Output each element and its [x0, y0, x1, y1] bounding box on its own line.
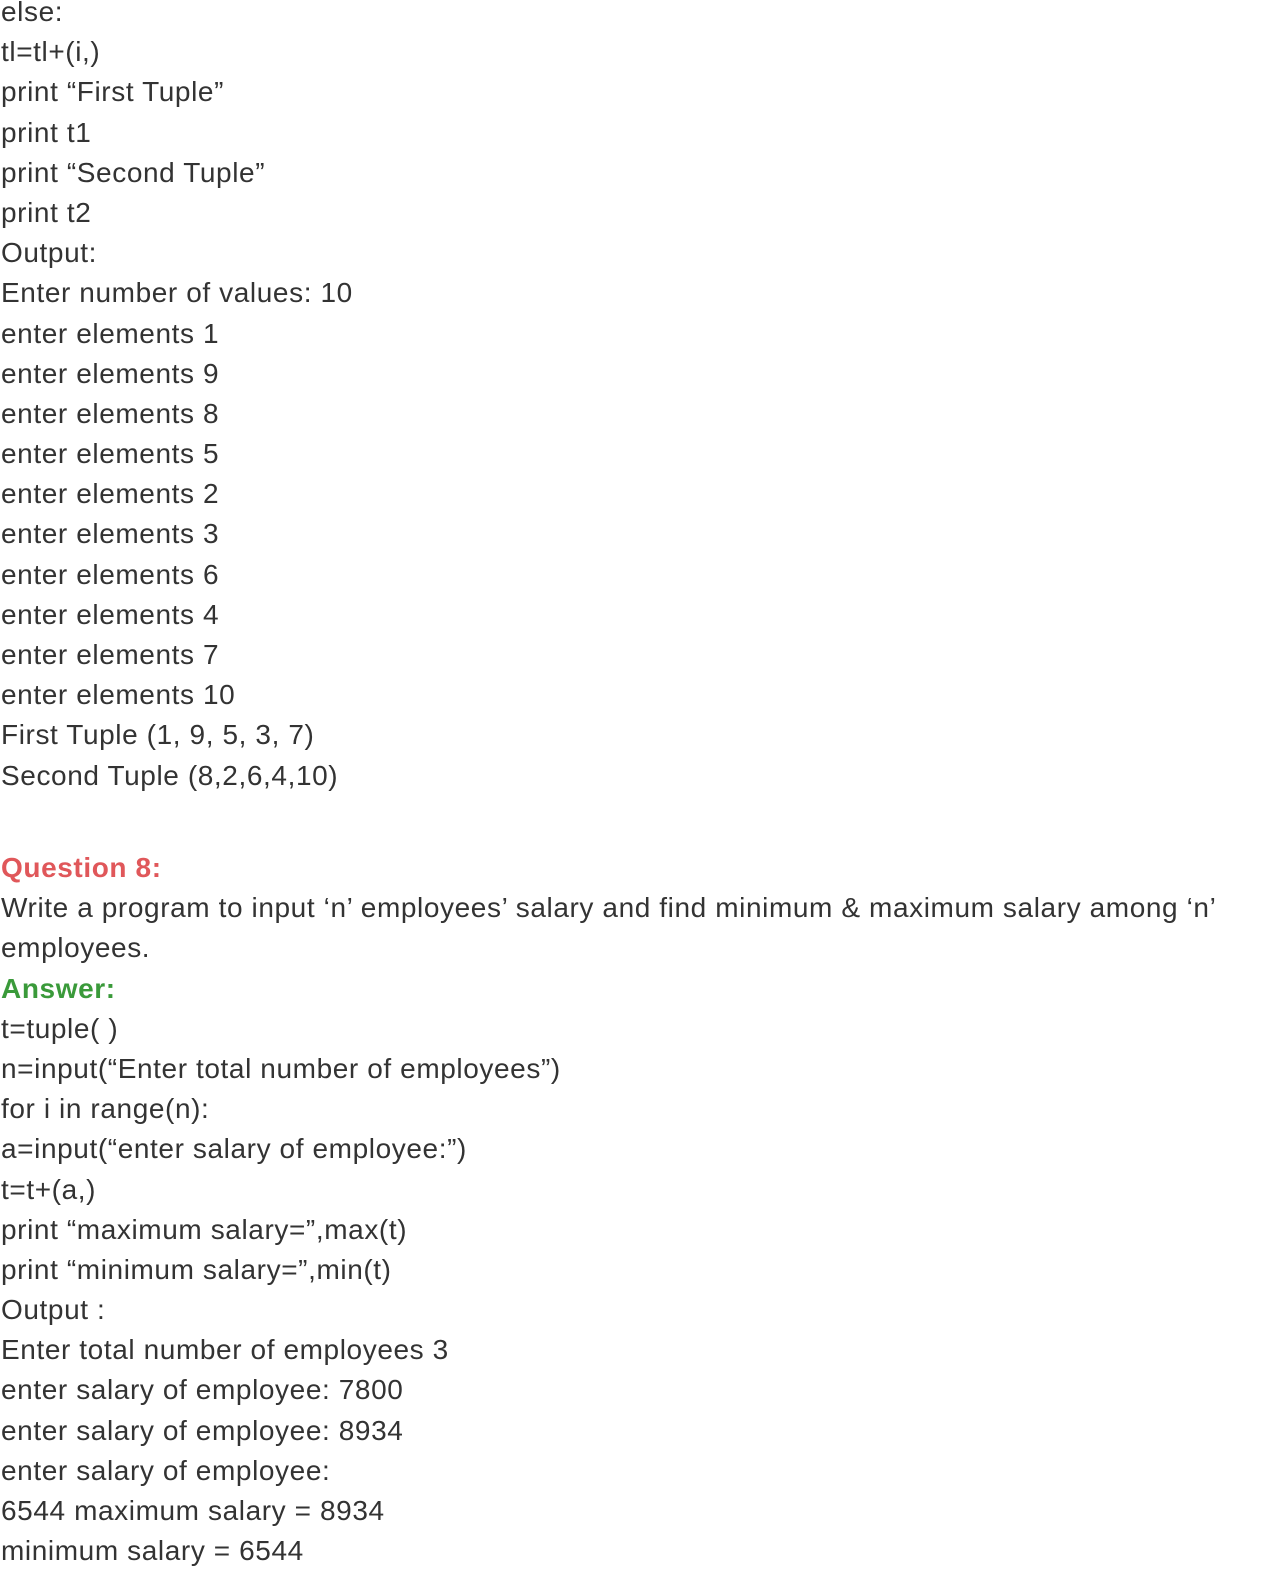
- code-line: a=input(“enter salary of employee:”): [1, 1133, 467, 1165]
- previous-answer-code: [1, 0, 1286, 796]
- code-line: enter elements 6: [1, 558, 220, 590]
- code-line: Enter number of values: 10: [1, 277, 353, 309]
- code-line: enter elements 10: [1, 679, 236, 711]
- code-line: tl=tl+(i,): [1, 36, 101, 68]
- answer-heading: Answer:: [1, 972, 116, 1004]
- code-line: enter elements 9: [1, 357, 220, 389]
- code-line: minimum salary = 6544: [1, 1535, 304, 1567]
- question-text: [1, 888, 1286, 968]
- code-line: enter elements 1: [1, 317, 220, 349]
- code-line: enter elements 2: [1, 478, 220, 510]
- code-line: enter salary of employee:: [1, 1454, 331, 1486]
- code-line: print “First Tuple”: [1, 76, 224, 108]
- code-line: n=input(“Enter total number of employees”): [1, 1052, 561, 1084]
- question-heading: Question 8:: [1, 852, 162, 883]
- code-line: print “maximum salary=”,max(t): [1, 1213, 408, 1245]
- code-line: 6544 maximum salary = 8934: [1, 1495, 385, 1526]
- code-line: enter elements 7: [1, 639, 220, 670]
- code-line: Output:: [1, 237, 98, 269]
- question-8-section: [1, 848, 1286, 1571]
- code-line: print “minimum salary=”,min(t): [1, 1253, 392, 1285]
- answer-code: [1, 1009, 1286, 1572]
- code-line: t=tuple( ): [1, 1012, 119, 1044]
- code-line: t=t+(a,): [1, 1173, 97, 1205]
- code-line: Enter total number of employees 3: [1, 1334, 449, 1366]
- code-line: enter elements 8: [1, 397, 220, 429]
- code-line: enter elements 4: [1, 598, 220, 630]
- question-text-line: Write a program to input ‘n’ employees’ salary and find minimum & maximum salary among ‘n’: [1, 892, 1217, 924]
- code-line: enter elements 5: [1, 438, 220, 470]
- code-line: print t2: [1, 196, 92, 228]
- code-line: enter salary of employee: 8934: [1, 1414, 404, 1446]
- code-line: print t1: [1, 116, 92, 148]
- code-line: for i in range(n):: [1, 1093, 210, 1125]
- code-line: Second Tuple (8,2,6,4,10): [1, 759, 339, 791]
- code-line: else:: [1, 0, 64, 27]
- code-line: enter elements 3: [1, 518, 220, 550]
- code-line: print “Second Tuple”: [1, 156, 266, 188]
- code-line: Output :: [1, 1294, 106, 1326]
- question-text-line: employees.: [1, 932, 151, 964]
- code-line: enter salary of employee: 7800: [1, 1374, 404, 1406]
- code-line: First Tuple (1, 9, 5, 3, 7): [1, 719, 315, 751]
